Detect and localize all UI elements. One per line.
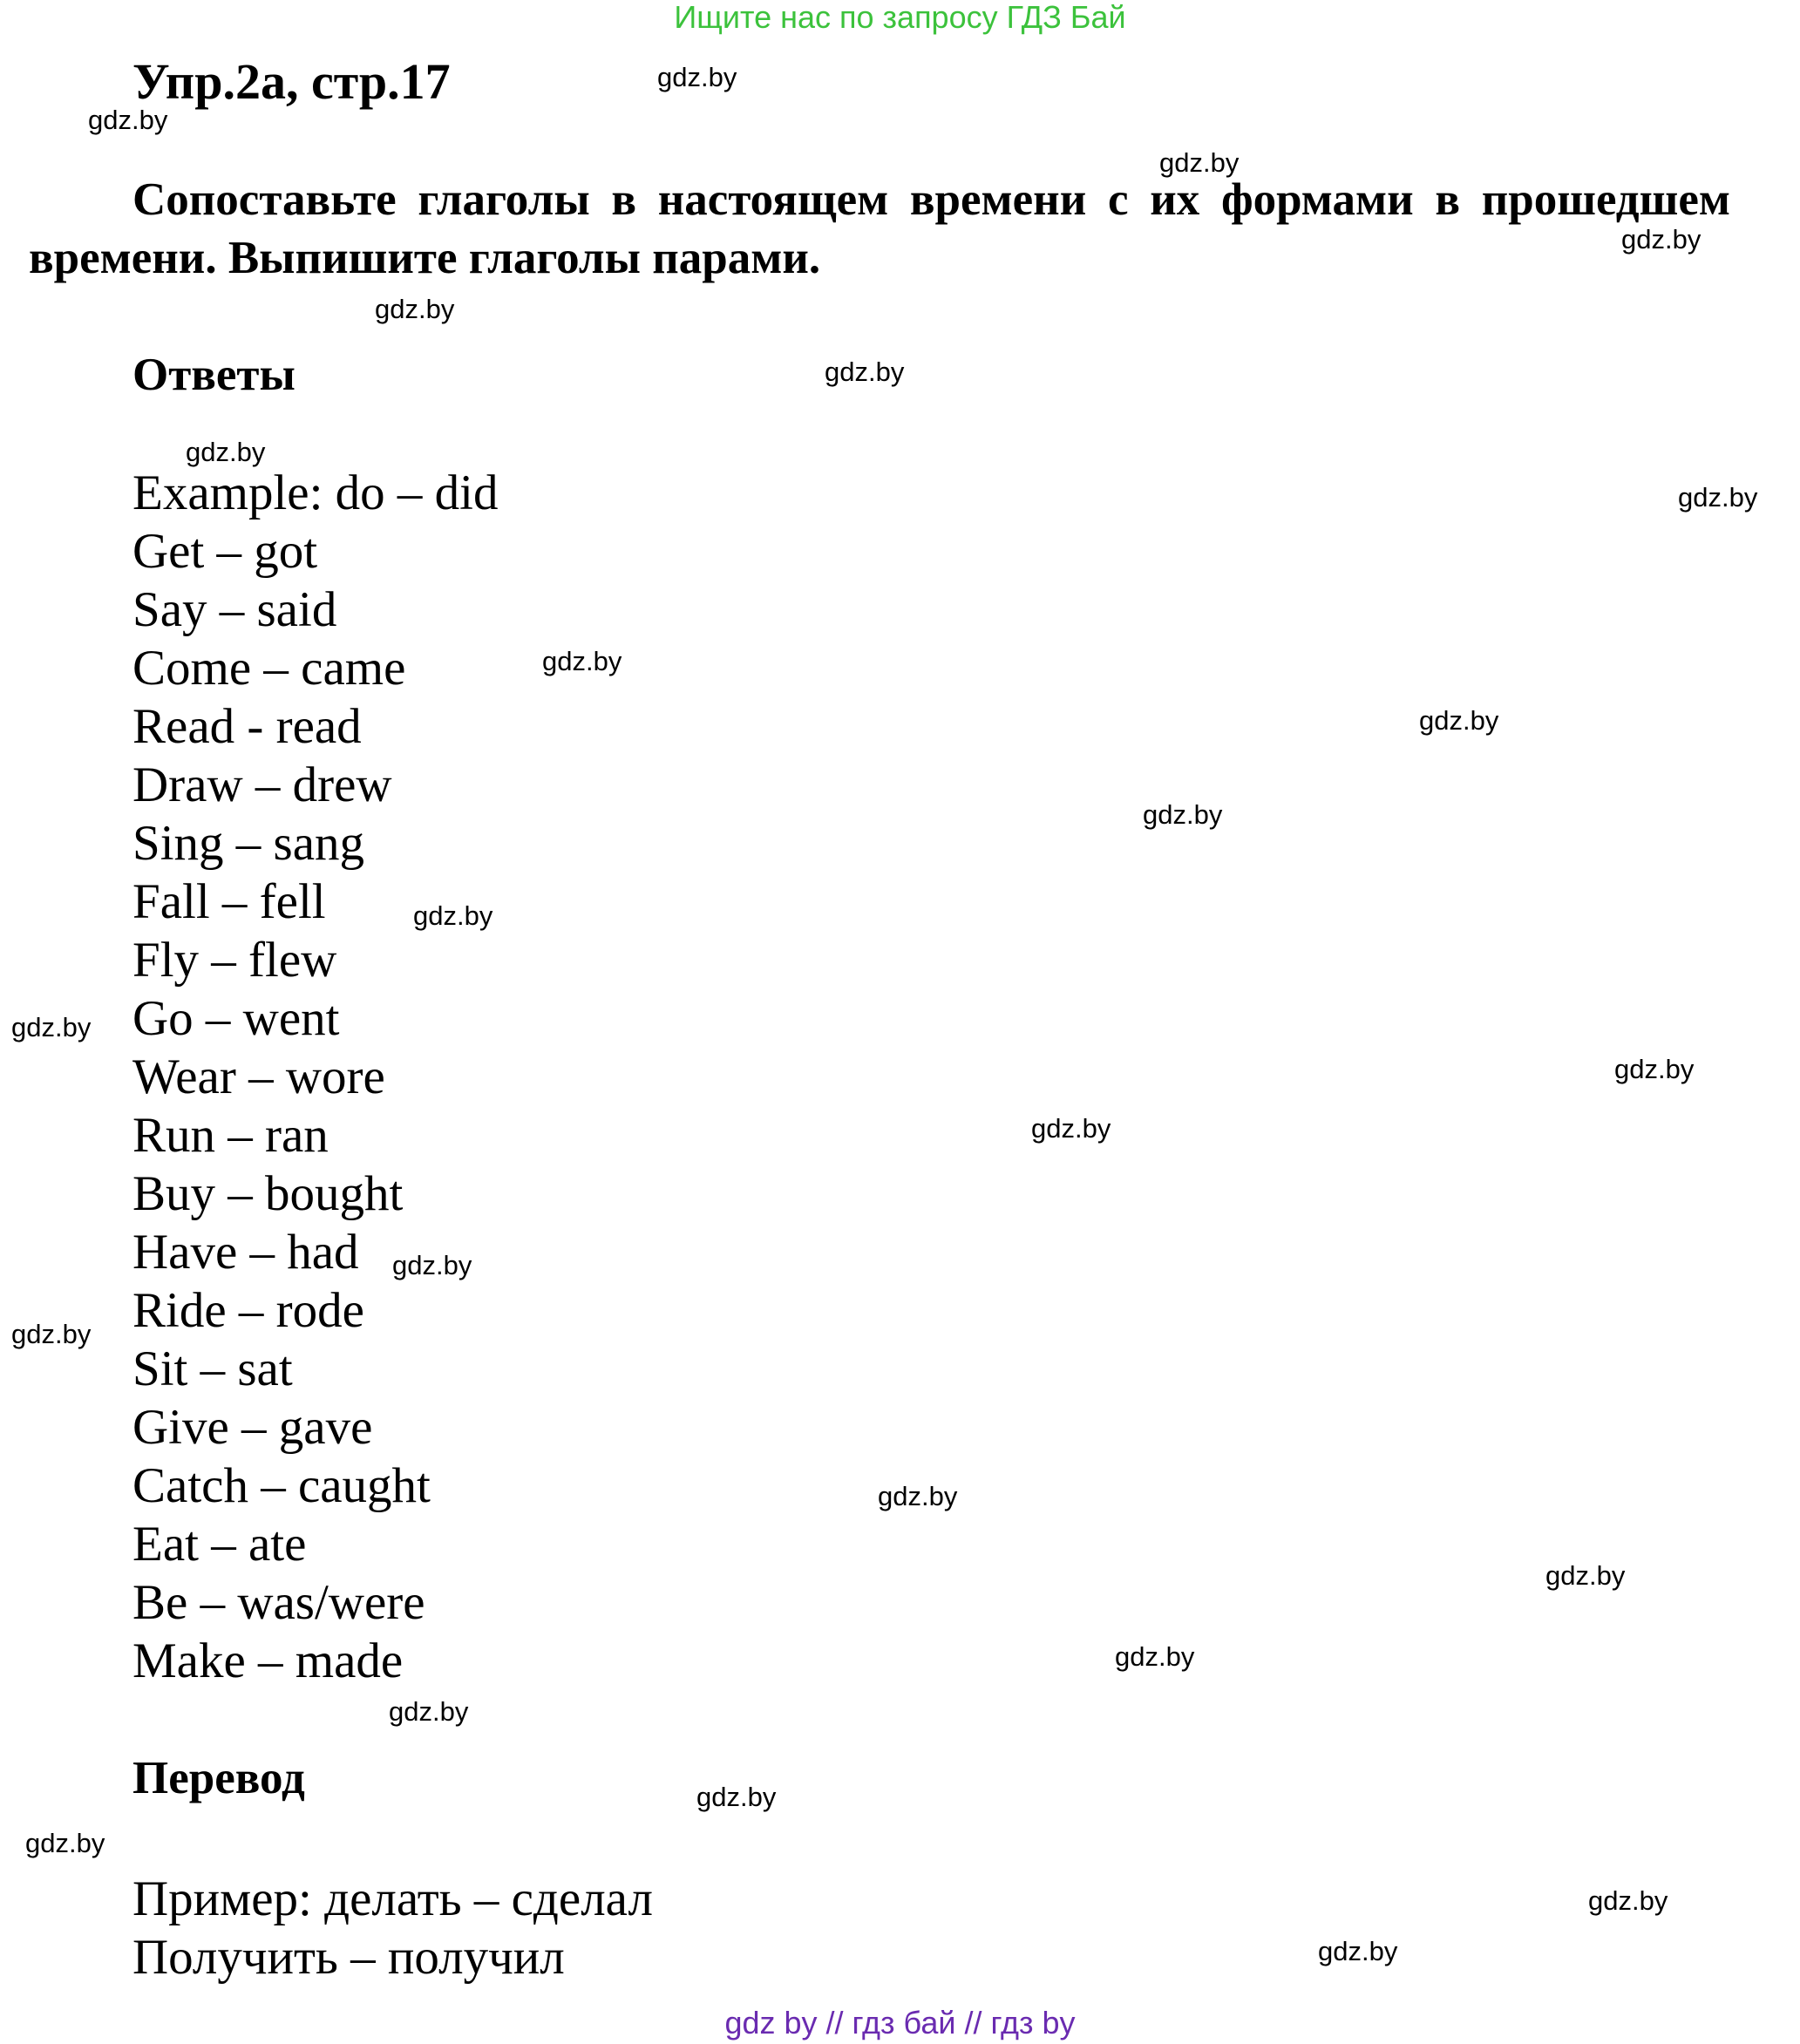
translation-item: Пример: делать – сделал — [132, 1871, 653, 1926]
watermark: gdz.by — [1159, 147, 1240, 178]
watermark: gdz.by — [1588, 1885, 1668, 1916]
watermark: gdz.by — [186, 437, 266, 467]
answer-item: Fly – flew — [132, 933, 337, 988]
task-text: Сопоставьте глаголы в настоящем времени с их формами в прошедшем времени. Выпишите глаголы парами. — [29, 174, 1730, 283]
translation-item: Получить – получил — [132, 1930, 565, 1985]
answer-item: Have – had — [132, 1225, 359, 1280]
top-banner: Ищите нас по запросу ГДЗ Бай — [674, 0, 1126, 35]
watermark: gdz.by — [1678, 482, 1758, 513]
watermark: gdz.by — [1031, 1113, 1111, 1144]
watermark: gdz.by — [696, 1782, 777, 1812]
answers-list — [132, 464, 499, 1690]
answer-item: Example: do – did — [132, 465, 499, 520]
watermark: gdz.by — [1621, 224, 1702, 255]
watermark: gdz.by — [413, 900, 493, 931]
exercise-title: Упр.2а, стр.17 — [132, 53, 451, 110]
watermark: gdz.by — [389, 1696, 469, 1727]
answer-item: Ride – rode — [132, 1283, 364, 1338]
watermark: gdz.by — [1115, 1641, 1195, 1672]
answer-item: Buy – bought — [132, 1166, 404, 1221]
watermark: gdz.by — [542, 646, 622, 676]
answer-item: Get – got — [132, 524, 318, 579]
answer-item: Wear – wore — [132, 1049, 385, 1104]
answer-item: Give – gave — [132, 1400, 373, 1455]
footer-links: gdz by // гдз бай // гдз by — [724, 2005, 1076, 2041]
watermark: gdz.by — [11, 1319, 92, 1349]
watermark: gdz.by — [1143, 799, 1223, 830]
watermark: gdz.by — [1419, 705, 1499, 736]
translation-heading: Перевод — [132, 1753, 305, 1803]
watermark: gdz.by — [1545, 1560, 1626, 1591]
answer-item: Make – made — [132, 1633, 404, 1688]
watermark: gdz.by — [375, 294, 455, 324]
translation-list — [132, 1870, 653, 1986]
answer-item: Sing – sang — [132, 816, 365, 871]
watermark: gdz.by — [1614, 1054, 1695, 1084]
watermark: gdz.by — [88, 105, 168, 135]
answer-item: Eat – ate — [132, 1517, 307, 1572]
answer-item: Run – ran — [132, 1108, 329, 1163]
watermark: gdz.by — [25, 1828, 105, 1858]
answer-item: Go – went — [132, 991, 340, 1046]
watermark: gdz.by — [11, 1012, 92, 1042]
answer-item: Read - read — [132, 699, 362, 754]
watermark: gdz.by — [392, 1250, 472, 1280]
answer-item: Be – was/were — [132, 1575, 425, 1630]
watermark: gdz.by — [825, 357, 905, 387]
answer-item: Say – said — [132, 582, 337, 637]
answers-heading: Ответы — [132, 350, 295, 400]
answer-item: Fall – fell — [132, 874, 326, 929]
answer-item: Come – came — [132, 641, 406, 696]
watermark: gdz.by — [1318, 1936, 1398, 1966]
answer-item: Draw – drew — [132, 757, 392, 812]
answer-item: Sit – sat — [132, 1341, 293, 1396]
watermark: gdz.by — [657, 62, 737, 92]
watermark: gdz.by — [878, 1481, 958, 1511]
answer-item: Catch – caught — [132, 1458, 431, 1513]
